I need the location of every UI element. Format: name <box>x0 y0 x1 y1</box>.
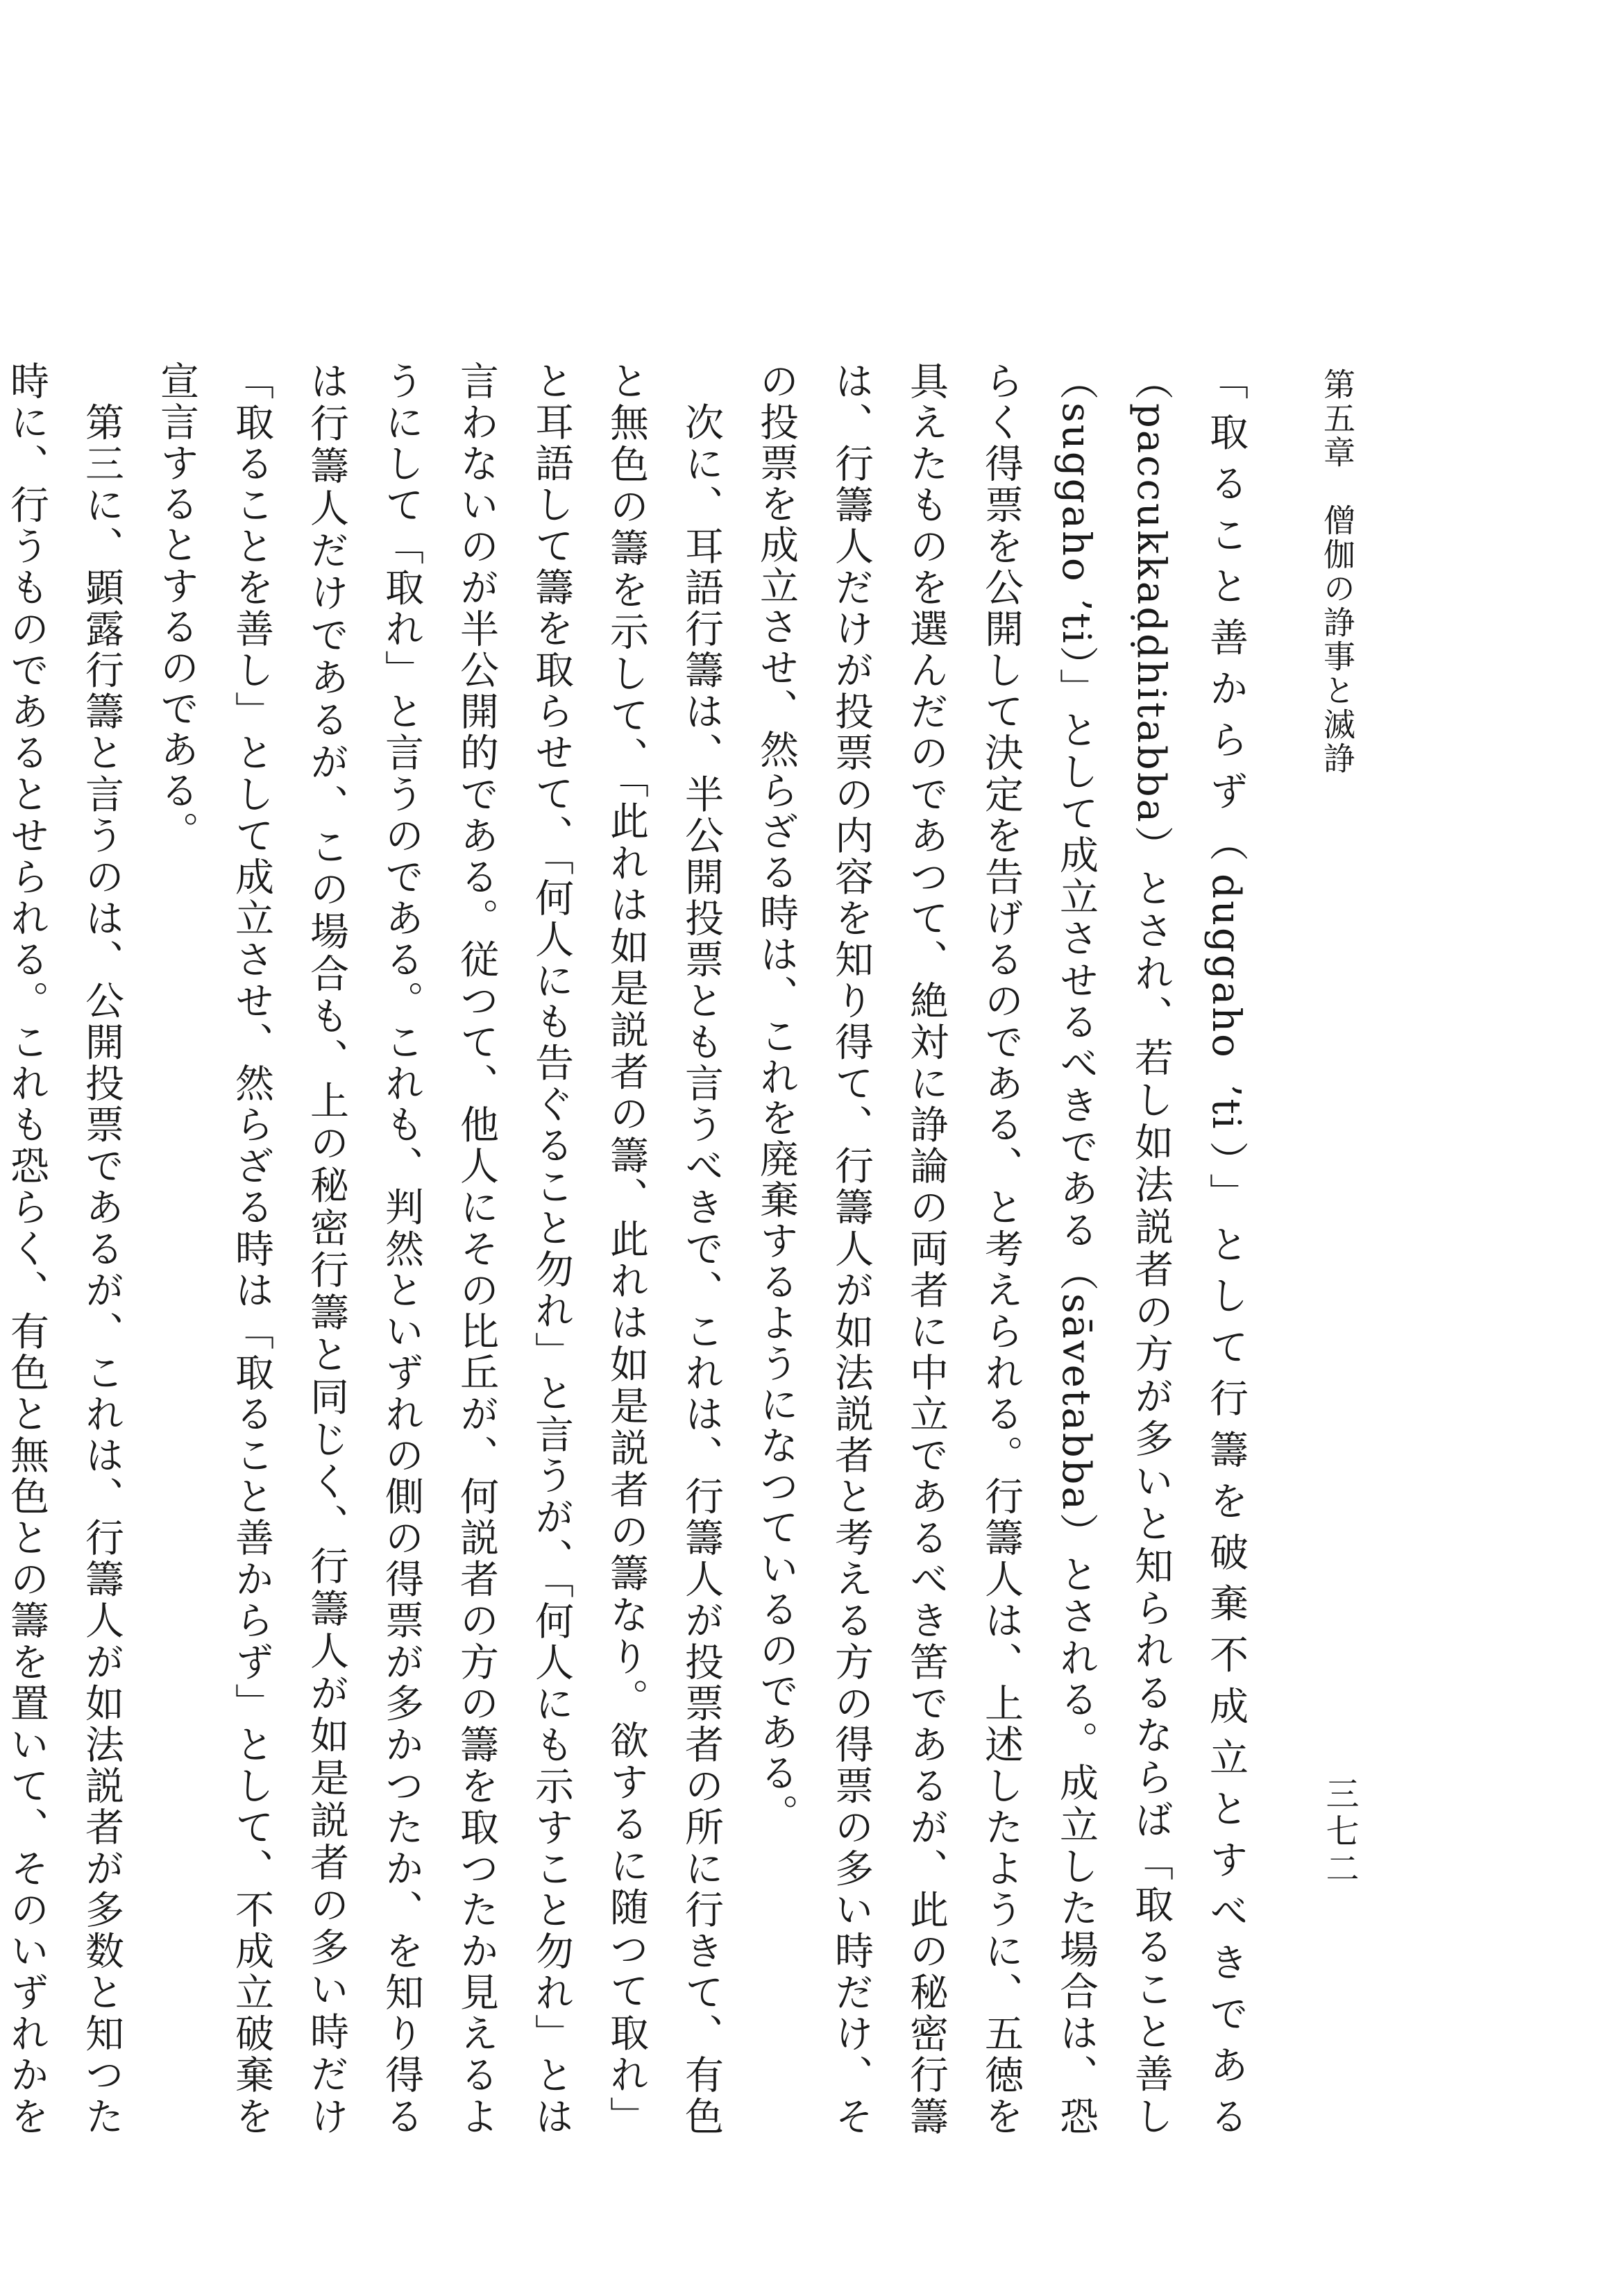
paragraph-2: 次に、耳語行籌は、半公開投票とも言うべきで、これは、行籌人が投票者の所に行きて、有色と無色の籌を示して、「此れは如是説者の籌、此れは如是説者の籌なり。欲するに随つて取れ」と耳語して籌を取らせて、「何人にも告ぐること勿れ」と言うが、「何人にも示すこと勿れ」とは言わないのが半公開的である。従つて、他人にその比丘が、何説者の方の籌を取つたか見えるようにして「取れ」と言うのである。これも、判然といずれの側の得票が多かつたか、を知り得るは行籌人だけであるが、この場合も、上の秘密行籌と同じく、行籌人が如是説者の多い時だけ「取ることを善し」として成立させ、然らざる時は「取ること善からず」として、不成立破棄を宣言するとするのである。 <box>154 361 724 2138</box>
paragraph-3 <box>0 361 139 2137</box>
paragraph-1: 「取ること善からず（duggaho ’ti）」として行籌を破棄不成立とすべきである（paccukkaḍḍhitabba）とされ、若し如法説者の方が多いと知られるならば「取ること善し（suggaho ’ti）」として成立させるべきである（sāvetabba）とされる。成立した場合は、恐らく得票を公開して決定を告げるのである、と考えられる。行籌人は、上述したように、五徳を具えたものを選んだのであつて、絶対に諍論の両者に中立であるべき筈であるが、此の秘密行籌は、行籌人だけが投票の内容を知り得て、行籌人が如法説者と考える方の得票の多い時だけ、その投票を成立させ、然らざる時は、これを廃棄するようになつているのである。 <box>754 361 1249 2137</box>
body-text <box>4 361 1263 2138</box>
paragraph-3-text: 第三に、顕露行籌と言うのは、公開投票であるが、これは、行籌人が如法説者が多数と知つた時に、行うものであるとせられる。これも恐らく、有色と無色との籌を置いて、そのいずれかを <box>4 361 124 2137</box>
page-number: 三七二 <box>1320 1776 1359 1889</box>
running-header-chapter-title: 第五章 僧伽の諍事と滅諍 <box>1319 368 1356 776</box>
